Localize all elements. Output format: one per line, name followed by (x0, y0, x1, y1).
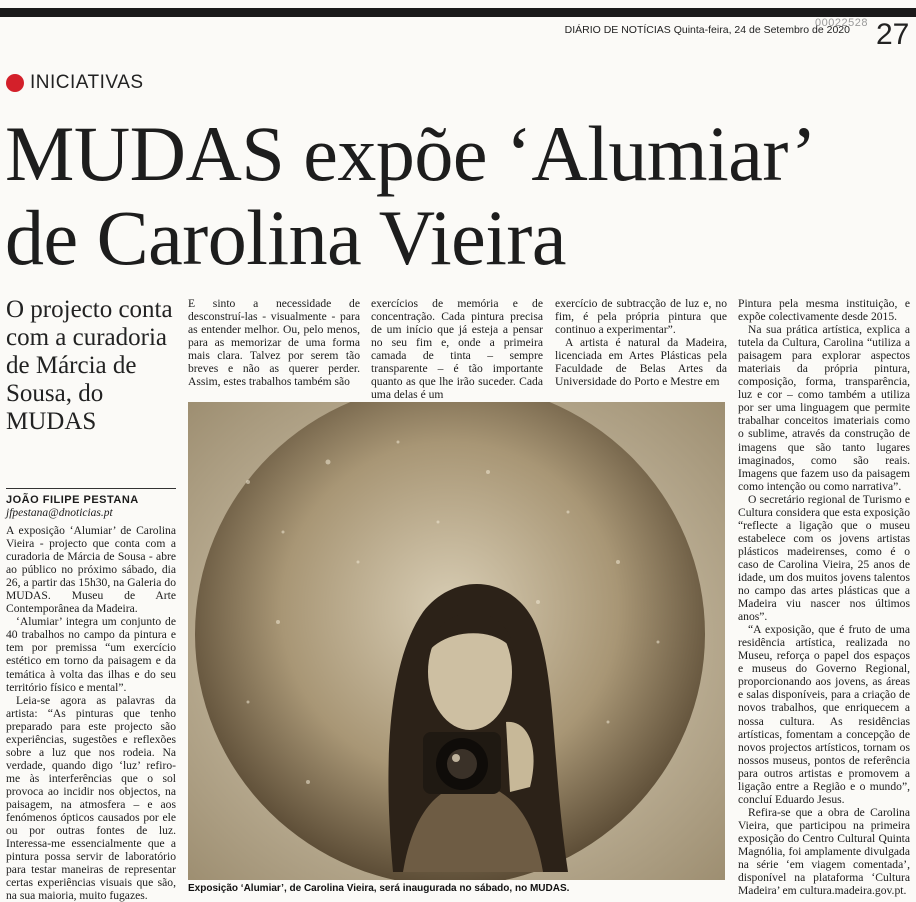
paragraph: ‘Alumiar’ integra um conjunto de 40 trabalhos no campo da pintura e tem por premissa “um exercício estético em torno da paisagem e da temática à volta das ilhas e do seu território físico e mental”. (6, 615, 176, 694)
paragraph: Na sua prática artística, explica a tutela da Cultura, Carolina “utiliza a paisagem para explorar aspectos materiais da própria pintura, composição, forma, transparência, luz e cor – como também a utiliza por ser uma linguagem que permite trabalhar conceitos imateriais como o sublime, através da construção de imagens que são tanto lugares imaginados, como são reais. Imagens que fazem uso da paisagem como intenção ou como narrativa”. (738, 323, 910, 493)
exhibition-photo (188, 402, 725, 880)
paragraph: E sinto a necessidade de desconstruí-las - visualmente - para as entender melhor. Ou, pelo menos, para as memorizar de uma forma mais clara. Talvez por serem tão breves e não as querer perder. Assim, estes trabalhos também são (188, 297, 360, 389)
paragraph: A artista é natural da Madeira, licenciada em Artes Plásticas pela Faculdade de Belas Artes da Universidade do Porto e Mestre em (555, 336, 727, 389)
section-label: INICIATIVAS (30, 72, 144, 93)
headline-line-1: MUDAS expõe ‘Alumiar’ (5, 110, 817, 197)
byline-name: JOÃO FILIPE PESTANA (6, 494, 139, 506)
page-number: 27 (876, 18, 910, 51)
column-4 (555, 297, 727, 388)
paragraph: “A exposição, que é fruto de uma residência artística, realizada no Museu, reforça o papel dos espaços e museus do Governo Regional, proporcionando aos jovens, as áreas e salas disponíveis, para a criação de novos trabalhos, que enriquecem a nossa cultura. As residências artísticas, fomentam a concepção de novos projectos artísticos, tornam os nossos museus, pontos de referência para outros artistas e promovem a ligação entre a Região e o mundo”, concluí Eduardo Jesus. (738, 623, 910, 806)
document-id: 00022528 (815, 17, 868, 29)
column-1 (6, 524, 176, 902)
paragraph: exercícios de memória e de concentração. Cada pintura precisa de um início que já esteja a pensar no seu fim e, onde a primeira camada de tinta – sempre transparente – é tão importante quanto as que lhe irão suceder. Cada uma delas é um (371, 297, 543, 402)
paragraph: Refira-se que a obra de Carolina Vieira, que participou na primeira exposição do Centro Cultural Quinta Magnólia, foi amplamente divulgada na série ‘em viagem comentada’, disponível na plataforma ‘Cultura Madeira’ em cultura.madeira.gov.pt. (738, 805, 910, 898)
red-dot-icon (6, 74, 24, 92)
paragraph: A exposição ‘Alumiar’ de Carolina Vieira - projecto que conta com a curadoria de Márcia de Sousa - abre ao público no próximo sábado, dia 26, a partir das 15h30, na Galeria do MUDAS. Museu de Arte Contemporânea da Madeira. (6, 524, 176, 616)
standfirst: O projecto conta com a curadoria de Márcia de Sousa, do MUDAS (6, 296, 173, 435)
byline-rule (6, 488, 176, 489)
paragraph: O secretário regional de Turismo e Cultura considera que esta exposição “reflecte a ligação que o museu estabelece com os jovens artistas plásticos madeirenses, como é o caso de Carolina Vieira, 25 anos de idade, um dos muitos jovens talentos no campo das artes plásticas que a Madeira viu nascer nos últimos anos”. (738, 492, 910, 624)
folio: DIÁRIO DE NOTÍCIAS Quinta-feira, 24 de Setembro de 2020 (564, 24, 850, 36)
paragraph: Pintura pela mesma instituição, e expõe colectivamente desde 2015. (738, 297, 910, 324)
photo-caption: Exposição ‘Alumiar’, de Carolina Vieira, será inaugurada no sábado, no MUDAS. (188, 883, 570, 894)
top-rule (0, 8, 916, 17)
paragraph: Leia-se agora as palavras da artista: “As pinturas que tenho preparado para este projecto são experiências, sugestões e reflexões sobre a luz que nos rodeia. Na verdade, quando digo ‘luz’ refiro-me às interferências que o sol provoca ao incidir nos objectos, na paisagem, na atmosfera – e aos fenómenos ópticos causados por ele ou por outras fontes de luz. Interessa-me essencialmente que a pintura possa servir de laboratório para testar maneiras de representar certas experiências visuais que são, na sua maioria, muito fugazes. (6, 693, 176, 902)
paragraph: exercício de subtracção de luz e, no fim, é pela própria pintura que continuo a experimentar”. (555, 297, 727, 337)
column-3 (371, 297, 543, 401)
column-5 (738, 297, 910, 897)
headline (5, 112, 905, 280)
column-2 (188, 297, 360, 388)
byline-email: jfpestana@dnoticias.pt (6, 507, 113, 519)
headline-line-2: de Carolina Vieira (5, 194, 566, 281)
section-tag (6, 72, 144, 94)
